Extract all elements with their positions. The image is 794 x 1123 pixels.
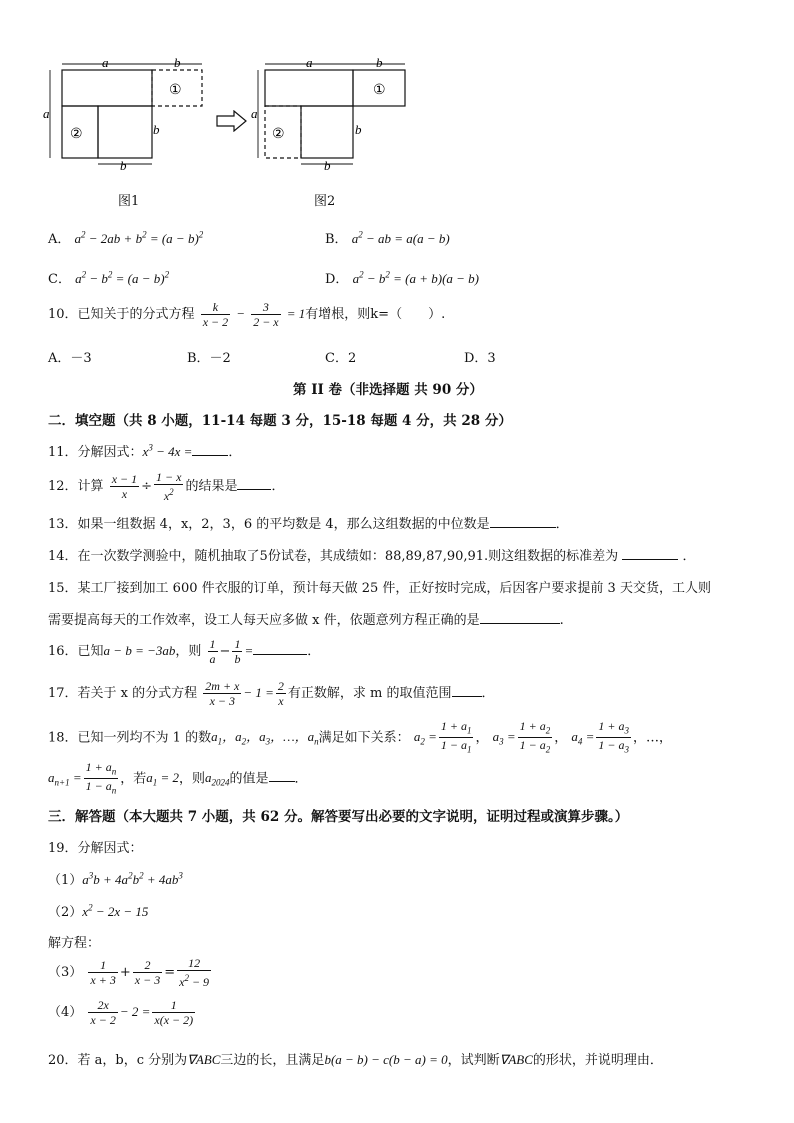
question-15-line1: 15．某工厂接到加工 600 件衣服的订单，预计每天做 25 件，正好按时完成，后因客户要求提前 3 天交货，工人则 bbox=[48, 581, 711, 596]
figure-2 bbox=[248, 58, 418, 176]
q9-option-d: D． $a^2 - b^2 = (a + b)(a - b)$ bbox=[325, 269, 479, 287]
question-13: 13．如果一组数据 4，x，2，3，6 的平均数是 4，那么这组数据的中位数是 ． bbox=[48, 517, 569, 532]
figure-2-caption: 图2 bbox=[314, 194, 336, 209]
solve-equations-label: 解方程： bbox=[48, 936, 101, 951]
q9-option-a: A． $a^2 - 2ab + b^2 = (a - b)^2$ bbox=[48, 229, 204, 247]
svg-text:b: b bbox=[355, 122, 362, 137]
svg-text:a: a bbox=[251, 106, 258, 121]
question-15-line2: 需要提高每天的工作效率，设工人每天应多做 x 件，依题意列方程正确的是 . bbox=[48, 613, 564, 628]
question-19-part2: $(2)x^2 - 2x - 15$ bbox=[48, 902, 149, 920]
question-18-line2: $a_{n+1}$ = $\frac{1 + a_n}{1 - a_n}$ ，若$a_1 = 2$，则$a_{2024}$的值是 ． bbox=[48, 760, 308, 796]
figure-1 bbox=[40, 58, 220, 176]
svg-text:a: a bbox=[102, 58, 109, 70]
section-2-title: 第 II 卷（非选择题 共 90 分） bbox=[293, 382, 483, 398]
svg-text:a: a bbox=[306, 58, 313, 70]
question-19-title: 19．分解因式： bbox=[48, 841, 143, 856]
arrow-right-icon bbox=[216, 110, 248, 132]
svg-text:②: ② bbox=[70, 126, 83, 142]
q10-option-b: B．－2 bbox=[187, 351, 231, 366]
question-16: 16．已知a − b = −3ab，则 $\frac{1}{a}$ − $\frac{1}{b}$ = ． bbox=[48, 637, 321, 666]
question-11: 11．分解因式：$x^3 - 4x$ = ． bbox=[48, 442, 242, 460]
question-19-part3: （3） $\frac{1}{x + 3}$ + $\frac{2}{x - 3}$ = $\frac{12}{x^2 - 9}$ bbox=[48, 956, 210, 989]
question-10: 10．已知关于的分式方程 $\frac{k}{x - 2}$ − $\frac{3}{2 - x}$ = 1有增根，则k=（ ）. bbox=[48, 300, 446, 329]
question-17: 17．若关于 x 的分式方程 $\frac{2m + x}{x - 3}$ − 1 = $\frac{2}{x}$ 有正数解，求 m 的取值范围 ． bbox=[48, 679, 495, 708]
svg-text:a: a bbox=[43, 106, 50, 121]
section-3-heading: 三．解答题（本大题共 7 小题，共 62 分。解答要写出必要的文字说明，证明过程或演算步骤。） bbox=[48, 809, 629, 825]
svg-text:b: b bbox=[174, 58, 181, 70]
svg-text:b: b bbox=[120, 158, 127, 173]
q10-option-a: A．－3 bbox=[48, 351, 92, 366]
question-19-part1: $(1)a^3b + 4a^2b^2 + 4ab^3$ bbox=[48, 870, 183, 888]
question-19-part4: （4） $\frac{2x}{x - 2}$ − 2 = $\frac{1}{x(x - 2)}$ bbox=[48, 998, 194, 1027]
svg-text:②: ② bbox=[272, 126, 285, 142]
q10-option-d: D．3 bbox=[464, 351, 496, 366]
section-2-heading: 二．填空题（共 8 小题，11-14 每题 3 分，15-18 每题 4 分，共 28 分） bbox=[48, 413, 512, 429]
question-12: 12．计算 $\frac{x - 1}{x}$ ÷ $\frac{1 - x}{x^2}$ 的结果是 ． bbox=[48, 470, 285, 503]
svg-text:①: ① bbox=[373, 82, 386, 98]
q9-option-b: B． $a^2$ − ab = a(a − b) bbox=[325, 229, 450, 247]
svg-text:b: b bbox=[153, 122, 160, 137]
question-14: 14．在一次数学测验中，随机抽取了5份试卷，其成绩如：88,89,87,90,91.则这组数据的标准差为 ． bbox=[48, 549, 696, 564]
q10-option-c: C．2 bbox=[325, 351, 357, 366]
svg-text:b: b bbox=[376, 58, 383, 70]
figure-1-caption: 图1 bbox=[118, 194, 140, 209]
svg-text:①: ① bbox=[169, 82, 182, 98]
svg-text:b: b bbox=[324, 158, 331, 173]
question-18-line1: 18．已知一列均不为 1 的数$a_1$，$a_2$，$a_3$，…，$a_n$满足如下关系： $a_2$ = $\frac{1 + a_1}{1 - a_1}$ ， $a_3$ = $\frac{1 + a_2}{1 - a_2}$ ， $a_4$ = $\frac{1 + a_3}{1 - a_3}$ ，…， bbox=[48, 719, 673, 755]
question-20: 20．若 a，b，c 分别为∇ABC三边的长，且满足b(a − b) − c(b − a) = 0，试判断∇ABC的形状，并说明理由． bbox=[48, 1052, 663, 1068]
q9-option-c: C． $a^2 - b^2 = (a - b)^2$ bbox=[48, 269, 170, 287]
